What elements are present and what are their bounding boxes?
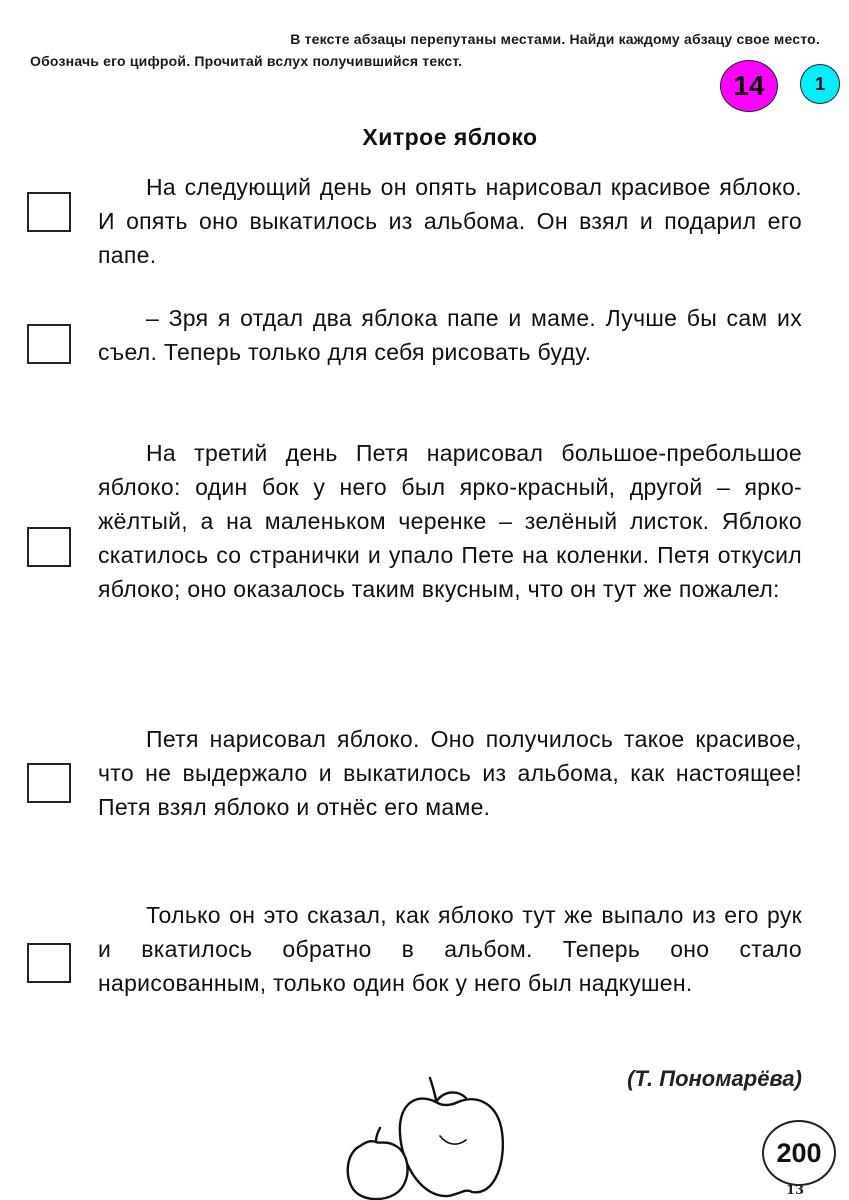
paragraph-2: – Зря я отдал два яблока папе и маме. Лучше бы сам их съел. Теперь только для себя рисовать буду.	[98, 305, 802, 365]
order-box-1[interactable]	[27, 192, 71, 232]
instructions	[30, 28, 820, 72]
order-box-5[interactable]	[27, 943, 71, 983]
exercise-number-badge: 14	[720, 60, 778, 112]
order-box-3[interactable]	[27, 527, 71, 567]
author-attribution: (Т. Пономарёва)	[627, 1066, 802, 1091]
level-badge: 1	[800, 64, 840, 104]
page-number: 13	[786, 1183, 805, 1198]
order-box-4[interactable]	[27, 763, 71, 803]
paragraph-3: На третий день Петя нарисовал большое-пребольшое яблоко: один бок у него был ярко-красный, другой – ярко-жёлтый, а на маленьком черенке – зелёный листок. Яблоко скатилось со странички и упало Пете на коленки. Петя откусил яблоко; оно оказалось таким вкусным, что он тут же пожалел:	[98, 440, 802, 602]
apples-illustration	[340, 1076, 510, 1200]
paragraph-1: На следующий день он опять нарисовал красивое яблоко. И опять оно выкатилось из альбома. Он взял и подарил его папе.	[98, 174, 802, 268]
paragraph-4: Петя нарисовал яблоко. Оно получилось такое красивое, что не выдержало и выкатилось из альбома, как настоящее! Петя взял яблоко и отнёс его маме.	[98, 726, 802, 820]
instructions-line-1: В тексте абзацы перепутаны местами. Найди каждому абзацу свое место.	[290, 31, 820, 47]
instructions-line-2: Обозначь его цифрой. Прочитай вслух получившийся текст.	[30, 53, 463, 69]
count-badge: 200	[762, 1120, 836, 1186]
paragraph-5: Только он это сказал, как яблоко тут же выпало из его рук и вкатилось обратно в альбом. Теперь оно стало нарисованным, только один бок у него был надкушен.	[98, 902, 802, 996]
order-box-2[interactable]	[27, 324, 71, 364]
story-title: Хитрое яблоко	[362, 124, 538, 150]
